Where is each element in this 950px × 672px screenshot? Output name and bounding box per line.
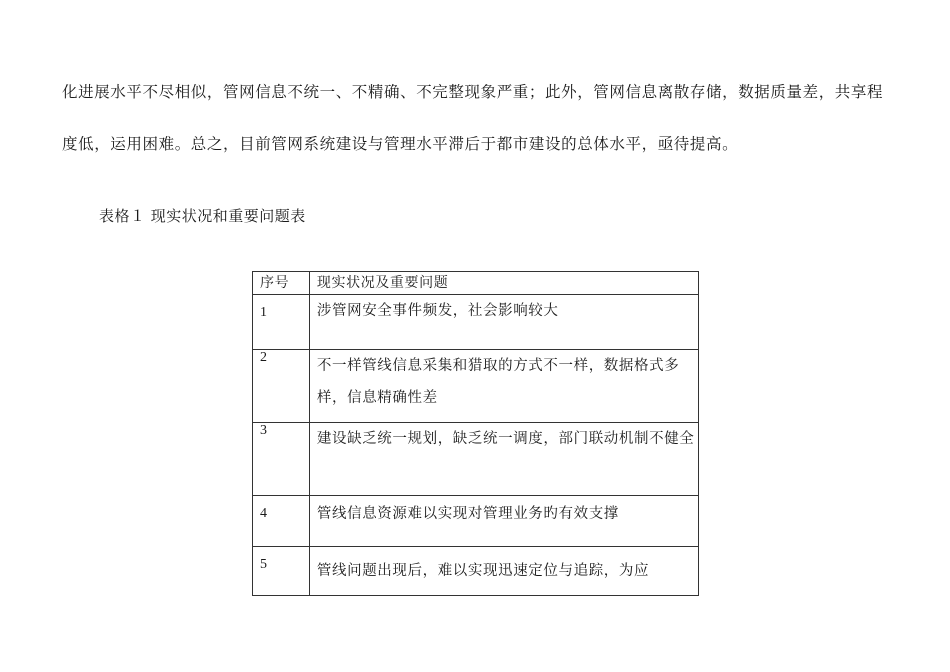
table-caption: 表格１ 现实状况和重要问题表 (99, 207, 306, 225)
header-problem-description: 现实状况及重要问题 (309, 272, 698, 295)
status-problems-table (252, 271, 699, 596)
row-description: 管线问题出现后，难以实现迅速定位与追踪，为应 (309, 547, 698, 596)
table-row (253, 295, 699, 350)
row-description: 管线信息资源难以实现对管理业务旳有效支撑 (309, 496, 698, 547)
row-number: 1 (253, 295, 310, 350)
row-description: 涉管网安全事件频发，社会影响较大 (309, 295, 698, 350)
row-number: 3 (253, 423, 310, 496)
paragraph-line-2: 度低，运用困难。总之，目前管网系统建设与管理水平滞后于都市建设的总体水平，亟待提高。 (62, 135, 739, 153)
header-serial-number: 序号 (253, 272, 310, 295)
table-row (253, 496, 699, 547)
row-number: 5 (253, 547, 310, 596)
paragraph-line-1: 化进展水平不尽相似，管网信息不统一、不精确、不完整现象严重；此外，管网信息离散存储，数据质量差，共享程 (62, 83, 884, 101)
table-row (253, 547, 699, 596)
table-row (253, 423, 699, 496)
row-number: 4 (253, 496, 310, 547)
table-row (253, 350, 699, 423)
row-description: 不一样管线信息采集和猎取的方式不一样，数据格式多样，信息精确性差 (309, 350, 698, 423)
row-number: 2 (253, 350, 310, 423)
table-header-row (253, 272, 699, 295)
row-description: 建设缺乏统一规划，缺乏统一调度，部门联动机制不健全 (309, 423, 698, 496)
